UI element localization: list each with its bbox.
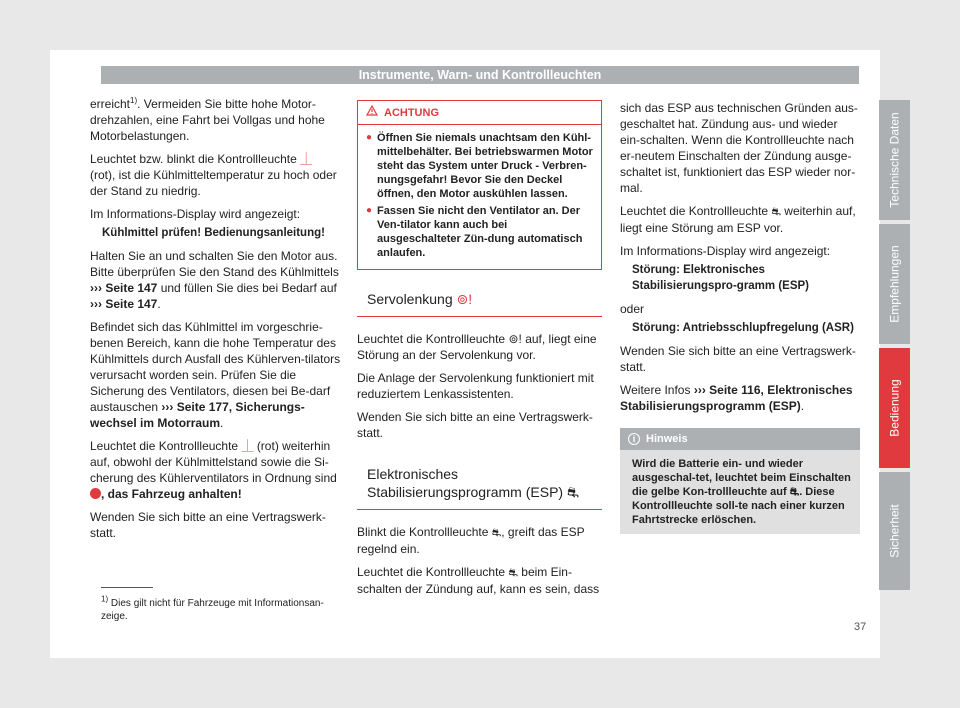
paragraph: Leuchtet bzw. blinkt die Kontrollleuchte ⏊ (rot), ist die Kühlmitteltemperatur zu hoch oder der Stand zu niedrig. bbox=[90, 152, 337, 198]
hint-title: Hinweis bbox=[646, 433, 688, 445]
warning-triangle-icon bbox=[366, 105, 378, 121]
page-header: Instrumente, Warn- und Kontrollleuchten bbox=[101, 66, 859, 84]
column-1 bbox=[90, 96, 342, 548]
paragraph: sich das ESP aus technischen Gründen aus-geschaltet hat. Zündung aus- und wieder ein-schalten. Wenn die Kontrollleuchte nach er-neutem Einschalten der Zündung ausge-schaltet ist, funktioniert das ESP wieder nor-mal. bbox=[620, 101, 858, 195]
paragraph: Befindet sich das Kühlmittel im vorgeschrie-benen Bereich, kann die hohe Temperatur des Kühlmittels durch Ausfall des Kühlerven-tilators verursacht worden sein. Prüfen Sie die Sicherung des Ventilators, diesen bei Be-darf austauschen ››› Seite 177, Sicherungs-wechsel im Motorraum. bbox=[90, 320, 341, 430]
warning-box bbox=[357, 100, 602, 270]
paragraph: Blinkt die Kontrollleuchte ⛐, greift das ESP regelnd ein. bbox=[357, 525, 585, 556]
display-message: Störung: Elektronisches Stabilisierungspro-gramm (ESP) bbox=[632, 264, 810, 292]
tab-technische-daten[interactable]: Technische Daten bbox=[879, 100, 910, 220]
column-2 bbox=[357, 100, 602, 604]
page-link[interactable]: ››› Seite 147 bbox=[90, 297, 158, 311]
paragraph: Wenden Sie sich bitte an eine Vertragswerk-statt. bbox=[90, 510, 326, 540]
esp-icon: ⛐ bbox=[789, 486, 800, 498]
warning-symbol-icon bbox=[90, 488, 101, 499]
steering-warning-icon: ⊚! bbox=[456, 291, 473, 307]
page-link[interactable]: ››› Seite 177, Sicherungs-wechsel im Motorraum bbox=[90, 400, 305, 430]
esp-icon: ⛐ bbox=[771, 206, 781, 218]
tab-empfehlungen[interactable]: Empfehlungen bbox=[879, 224, 910, 344]
paragraph: Im Informations-Display wird angezeigt: bbox=[90, 207, 301, 221]
warning-item: ● Öffnen Sie niemals unachtsam den Kühl-mittelbehälter. Bei betriebswarmen Motor steht das System unter Druck - Verbren-nungsgefahr! Bevor Sie den Deckel öffnen, den Motor auskühlen lassen. bbox=[366, 132, 593, 200]
section-title-esp: Elektronisches Stabilisierungsprogramm (ESP) ⛐ bbox=[357, 459, 602, 510]
paragraph: Leuchtet die Kontrollleuchte ⏊ (rot) weiterhin auf, obwohl der Kühlmittelstand sowie die Si-cherung des Kühlerventilators in Ordnung sind , das Fahrzeug anhalten! bbox=[90, 439, 337, 501]
tab-bedienung[interactable]: Bedienung bbox=[879, 348, 910, 468]
info-icon: i bbox=[628, 433, 640, 445]
display-message: Störung: Antriebsschlupfregelung (ASR) bbox=[632, 322, 854, 334]
paragraph: Die Anlage der Servolenkung funktioniert mit reduziertem Lenkassistenten. bbox=[357, 371, 594, 401]
warning-item: ● Fassen Sie nicht den Ventilator an. Der Ven-tilator kann auch bei ausgeschalteter Zün-dung automatisch anlaufen. bbox=[366, 205, 583, 259]
page-number: 37 bbox=[854, 621, 867, 633]
section-title-servolenkung: Servolenkung ⊚! bbox=[357, 284, 602, 317]
hint-header bbox=[620, 428, 860, 450]
warning-header bbox=[358, 101, 601, 125]
tab-sicherheit[interactable]: Sicherheit bbox=[879, 472, 910, 590]
display-message: Kühlmittel prüfen! Bedienungsanleitung! bbox=[102, 227, 325, 239]
paragraph: Leuchtet die Kontrollleuchte ⛐ beim Ein-schalten der Zündung auf, kann es sein, dass bbox=[357, 565, 600, 596]
steering-warning-icon: ⊚! bbox=[508, 332, 522, 346]
hint-body: Wird die Batterie ein- und wieder ausgeschal-tet, leuchtet beim Einschalten die gelbe Kon-trollleuchte auf ⛐. Diese Kontrollleuchte soll-te nach einer kurzen Fahrtstrecke erlöschen. bbox=[632, 458, 851, 526]
coolant-temperature-icon: ⏊ bbox=[241, 439, 254, 453]
column-3 bbox=[620, 100, 860, 534]
page-link[interactable]: ››› Seite 116, Elektronisches Stabilisierungsprogramm (ESP) bbox=[620, 383, 853, 413]
paragraph: Im Informations-Display wird angezeigt: bbox=[620, 244, 831, 258]
esp-icon: ⛐ bbox=[508, 567, 518, 579]
warning-body bbox=[358, 125, 601, 269]
paragraph: Halten Sie an und schalten Sie den Motor aus. Bitte überprüfen Sie den Stand des Kühlmittels ››› Seite 147 und füllen Sie dies bei Bedarf auf ››› Seite 147. bbox=[90, 249, 339, 311]
paragraph: Leuchtet die Kontrollleuchte ⊚! auf, liegt eine Störung an der Servolenkung vor. bbox=[357, 332, 597, 362]
paragraph: Wenden Sie sich bitte an eine Vertragswerk-statt. bbox=[357, 410, 593, 440]
paragraph: Leuchtet die Kontrollleuchte ⛐ weiterhin auf, liegt eine Störung am ESP vor. bbox=[620, 204, 856, 235]
footnote-ref[interactable]: 1) bbox=[130, 96, 138, 105]
footnote: $^{1)}$ Dies gilt nicht für Fahrzeuge mit Informationsan-zeige. bbox=[101, 594, 324, 622]
esp-icon: ⛐ bbox=[566, 484, 580, 500]
page-link[interactable]: ››› Seite 147 bbox=[90, 281, 158, 295]
paragraph: Weitere Infos ››› Seite 116, Elektronisches Stabilisierungsprogramm (ESP). bbox=[620, 383, 853, 413]
warning-title: ACHTUNG bbox=[384, 107, 439, 119]
footnote-divider bbox=[101, 587, 153, 588]
paragraph: erreicht$^{1)}$. Vermeiden Sie bitte hohe Motor-drehzahlen, eine Fahrt bei Vollgas und hohe Motorbelastungen. bbox=[90, 96, 325, 143]
paragraph: Wenden Sie sich bitte an eine Vertragswerk-statt. bbox=[620, 344, 856, 374]
paragraph: oder bbox=[620, 302, 645, 316]
esp-icon: ⛐ bbox=[491, 527, 502, 539]
coolant-temperature-icon: ⏊ bbox=[300, 152, 313, 166]
hint-box bbox=[620, 428, 860, 534]
